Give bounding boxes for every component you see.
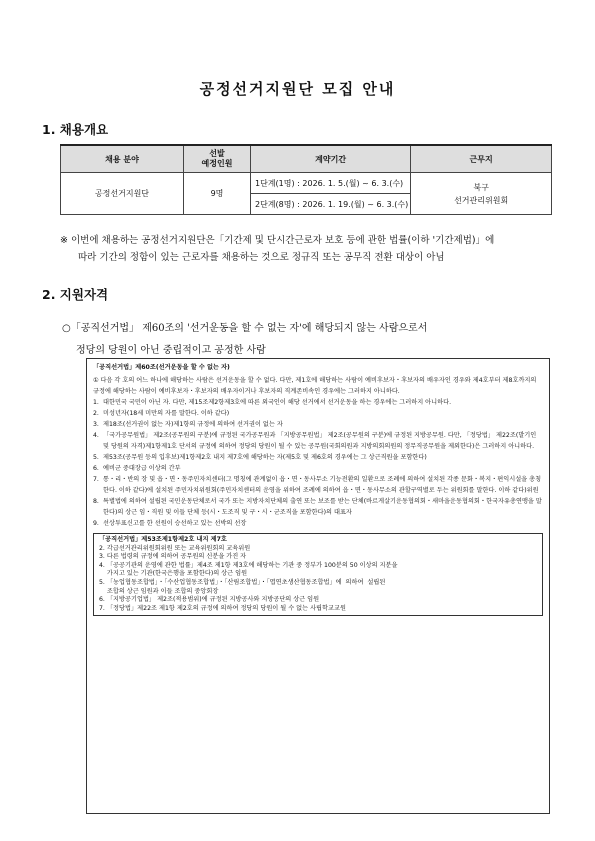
list-item-text: 미성년자(18세 미만의 자를 말한다. 이하 같다) bbox=[103, 410, 230, 417]
header-workplace: 근무지 bbox=[411, 145, 552, 173]
inner-law-line: 조합의 상근 임원과 이들 조합의 중앙회장 bbox=[99, 587, 219, 595]
list-item-text: 통・리・반의 장 및 읍・면・동주민자치센터(그 명칭에 관계없이 읍・면・동사무소 기능전환의 일환으로 조례에 의하여 설치된 각종 문화・복지・편익시설을 총칭한다. 이하 같다)에 설치된 주민자치위원회(주민자치센터의 운영을 위하여 조례에 의하여 읍・면・동사무소의 관할구역별로 두는 위원회를 말한다. 이하 같다)위원 bbox=[103, 476, 542, 494]
law-excerpt-box bbox=[86, 358, 550, 814]
qualification-line1: ○「공직선거법」 제60조의 '선거운동을 할 수 없는 자'에 해당되지 않는 사람으로서 bbox=[62, 323, 428, 334]
list-item-text: 「국가공무원법」 제2조(공무원의 구분)에 규정된 국가공무원과 「지방공무원법」 제2조(공무원의 구분)에 규정된 지방공무원. 다만, 「정당법」 제22조(발기인 및 당원의 자격)제1항제1호 단서의 규정에 의하여 정당의 당원이 될 수 있는 공무원(국회의원과 지방의회의원의 정무직공무원을 제외한다)은 그러하지 아니하다. bbox=[103, 432, 537, 450]
page-title: 공정선거지원단 모집 안내 bbox=[199, 80, 396, 98]
note-line1: ※ 이번에 채용하는 공정선거지원단은「기간제 및 단시간근로자 보호 등에 관한 법률(이하 '기간제법)」에 bbox=[60, 235, 495, 246]
list-item-text: 제53조(공무원 등의 입후보)제1항제2호 내지 제7호에 해당하는 자(제5호 및 제6호의 경우에는 그 상근직원을 포함한다) bbox=[103, 454, 427, 461]
inner-law-line: 4. 「공공기관의 운영에 관한 법률」제4조 제1항 제3호에 해당하는 기관 중 정부가 100분의 50 이상의 지분을 bbox=[99, 561, 398, 569]
list-item bbox=[93, 474, 543, 496]
list-item-text: 대한민국 국민이 아닌 자. 다만, 제15조제2항제3호에 따른 외국인이 해당 선거에서 선거운동을 하는 경우에는 그러하지 아니하다. bbox=[103, 399, 452, 406]
header-field: 채용 분야 bbox=[61, 145, 184, 173]
cell-count: 9명 bbox=[184, 173, 251, 215]
cell-workplace bbox=[411, 173, 552, 215]
header-count-line1: 선발 bbox=[209, 149, 225, 158]
inner-law-line: 6. 「지방공기업법」 제2조(적용범위)에 규정된 지방공사와 지방공단의 상근 임원 bbox=[99, 596, 320, 604]
list-item-number: 5. bbox=[93, 454, 99, 461]
table-header-row bbox=[61, 145, 552, 173]
list-item bbox=[93, 430, 543, 452]
cell-period-1: 1단계(1명) : 2026. 1. 5.(월) ~ 6. 3.(수) bbox=[251, 173, 411, 194]
list-item-text: 예비군 중대장급 이상의 간부 bbox=[103, 465, 181, 472]
list-item-number: 2. bbox=[93, 410, 99, 417]
cell-period-2: 2단계(8명) : 2026. 1. 19.(월) ~ 6. 3.(수) bbox=[251, 194, 411, 215]
law-items bbox=[93, 397, 543, 529]
inner-law-line: 3. 다른 법령의 규정에 의하여 공무원의 신분을 가진 자 bbox=[99, 553, 247, 561]
list-item-number: 6. bbox=[93, 465, 99, 472]
inner-law-heading: 「공직선거법」제53조제1항제2호 내지 제7호 bbox=[99, 536, 227, 543]
inner-law-line: 7. 「정당법」제22조 제1항 제2호의 규정에 의하여 정당의 당원이 될 수 없는 사립학교교원 bbox=[99, 604, 346, 612]
list-item-number: 3. bbox=[93, 421, 99, 428]
list-item bbox=[93, 397, 543, 408]
inner-law-line: 5. 「농업협동조합법」・「수산업협동조합법」・「산림조합법」・「엽연초생산협동조합법」에 의하여 설립된 bbox=[99, 578, 386, 586]
qualification-line2: 정당의 당원이 아닌 중립적이고 공정한 사람 bbox=[76, 345, 266, 356]
qualification-text bbox=[62, 318, 557, 362]
workplace-line1: 북구 bbox=[473, 182, 489, 192]
employment-note bbox=[60, 232, 560, 266]
list-item bbox=[93, 408, 543, 419]
cell-field: 공정선거지원단 bbox=[61, 173, 184, 215]
list-item bbox=[93, 496, 543, 518]
inner-law-box bbox=[93, 533, 543, 616]
header-period: 계약기간 bbox=[251, 145, 411, 173]
list-item-number: 4. bbox=[93, 432, 99, 439]
recruitment-table bbox=[60, 144, 552, 215]
law-heading: 「공직선거법」제60조(선거운동을 할 수 없는 자) bbox=[93, 364, 230, 371]
list-item bbox=[93, 518, 543, 529]
list-item-number: 1. bbox=[93, 399, 99, 406]
list-item bbox=[93, 419, 543, 430]
list-item-text: 제18조(선거권이 없는 자)제1항의 규정에 의하여 선거권이 없는 자 bbox=[103, 421, 283, 428]
list-item-text: 선상투표신고를 한 선원이 승선하고 있는 선박의 선장 bbox=[103, 520, 247, 527]
law-intro: ① 다음 각 호의 어느 하나에 해당하는 사람은 선거운동을 할 수 없다. 다만, 제1호에 해당하는 사람이 예비후보자・후보자의 배우자인 경우와 제4호부터 제8호까지의 규정에 해당하는 사람이 예비후보자・후보자의 배우자이거나 후보자의 직계존비속인 경우에는 그러하지 아니하다. bbox=[93, 377, 537, 395]
list-item bbox=[93, 452, 543, 463]
inner-law-line: 2. 각급선거관리위원회위원 또는 교육위원회의 교육위원 bbox=[99, 544, 251, 552]
list-item-number: 9. bbox=[93, 520, 99, 527]
note-line2: 따라 기간의 정함이 있는 근로자를 채용하는 것으로 정규직 또는 공무직 전환 대상이 아님 bbox=[78, 252, 445, 263]
workplace-line2: 선거관리위원회 bbox=[454, 195, 509, 205]
section-heading-overview: 1. 채용개요 bbox=[42, 122, 109, 137]
inner-law-lines bbox=[99, 545, 537, 614]
list-item-number: 8. bbox=[93, 498, 99, 505]
inner-law-line: 가지고 있는 기관(한국은행을 포함한다)의 상근 임원 bbox=[99, 570, 248, 578]
list-item-number: 7. bbox=[93, 476, 99, 483]
header-count bbox=[184, 145, 251, 173]
table-row bbox=[61, 173, 552, 194]
list-item bbox=[93, 463, 543, 474]
section-heading-qualification: 2. 지원자격 bbox=[42, 287, 109, 302]
header-count-line2: 예정인원 bbox=[201, 159, 233, 168]
list-item-text: 특별법에 의하여 설립된 국민운동단체로서 국가 또는 지방자치단체의 출연 또는 보조를 받는 단체(바르게살기운동협의회・새마을운동협의회・한국자유총연맹을 말한다)의 상근 임・직원 및 이들 단체 등(시・도조직 및 구・시・군조직을 포함한다)의 대표자 bbox=[103, 498, 542, 516]
